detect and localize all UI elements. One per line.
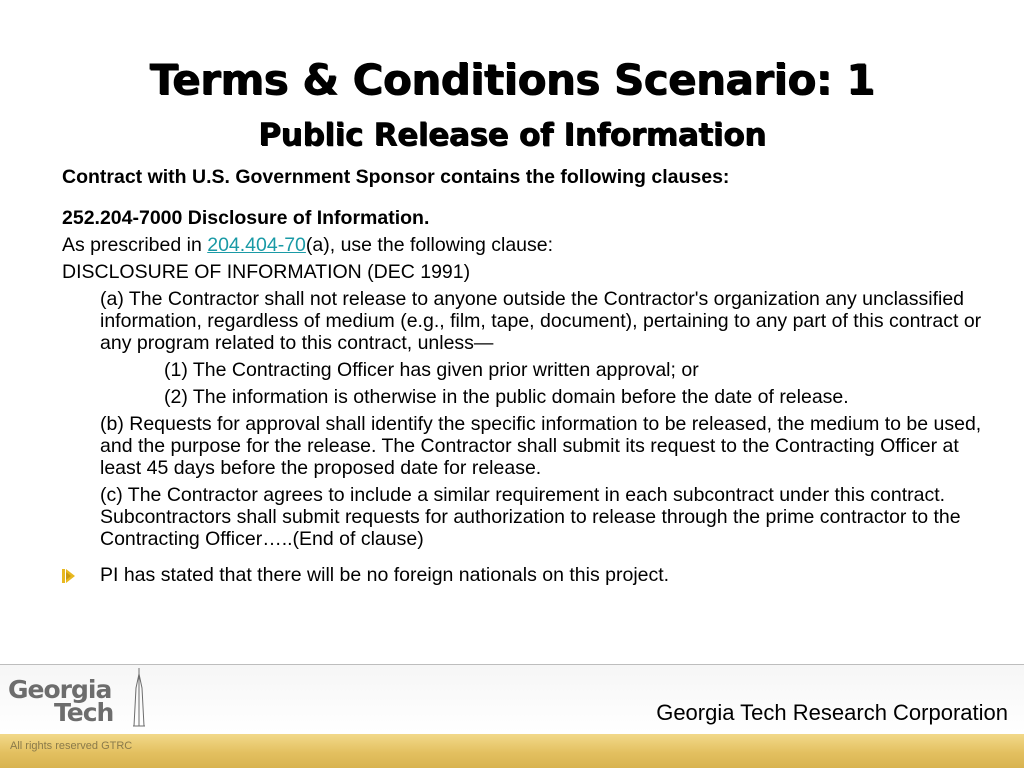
slide-body bbox=[62, 164, 982, 586]
slide-subtitle: Public Release of Information bbox=[258, 117, 766, 153]
clause-reference-link[interactable]: 204.404-70 bbox=[207, 234, 306, 256]
georgia-tech-logo bbox=[8, 676, 148, 732]
rights-notice: All rights reserved GTRC bbox=[10, 740, 133, 752]
footer-bar bbox=[0, 734, 1024, 768]
logo-line-2: Tech bbox=[54, 698, 114, 727]
bullet-text: PI has stated that there will be no foreign nationals on this project. bbox=[100, 564, 670, 586]
paragraph-a2: (2) The information is otherwise in the public domain before the date of release. bbox=[164, 386, 849, 408]
tech-tower-icon bbox=[130, 668, 148, 728]
logo-line-1: Georgia bbox=[8, 675, 112, 704]
paragraph-a1: (1) The Contracting Officer has given prior written approval; or bbox=[164, 359, 699, 381]
bullet-item bbox=[100, 564, 982, 586]
slide-title: Terms & Conditions Scenario: 1 bbox=[149, 55, 875, 104]
prescribed-line bbox=[62, 234, 982, 256]
prescribed-prefix: As prescribed in bbox=[62, 234, 208, 256]
prescribed-suffix: (a), use the following clause: bbox=[305, 234, 554, 256]
clause-heading: 252.204-7000 Disclosure of Information. bbox=[62, 207, 430, 229]
paragraph-a: (a) The Contractor shall not release to anyone outside the Contractor's organization any unclassified information, regardless of medium (e.g., film, tape, document), pertaining to any part of this contract or any program related to this contract, unless— bbox=[100, 288, 982, 354]
clause-title: DISCLOSURE OF INFORMATION (DEC 1991) bbox=[62, 261, 471, 283]
paragraph-c: (c) The Contractor agrees to include a similar requirement in each subcontract under this contract. Subcontractors shall submit requests for authorization to release through the prime contractor to the Contracting Officer…..(End of clause) bbox=[100, 484, 961, 550]
paragraph-b: (b) Requests for approval shall identify the specific information to be released, the medium to be used, and the purpose for the release. The Contractor shall submit its request to the Contracting Officer at least 45 days before the proposed date for release. bbox=[100, 413, 982, 479]
corporation-name: Georgia Tech Research Corporation bbox=[656, 700, 1008, 725]
arrow-bullet-icon bbox=[62, 568, 76, 584]
intro-text: Contract with U.S. Government Sponsor contains the following clauses: bbox=[62, 166, 730, 188]
